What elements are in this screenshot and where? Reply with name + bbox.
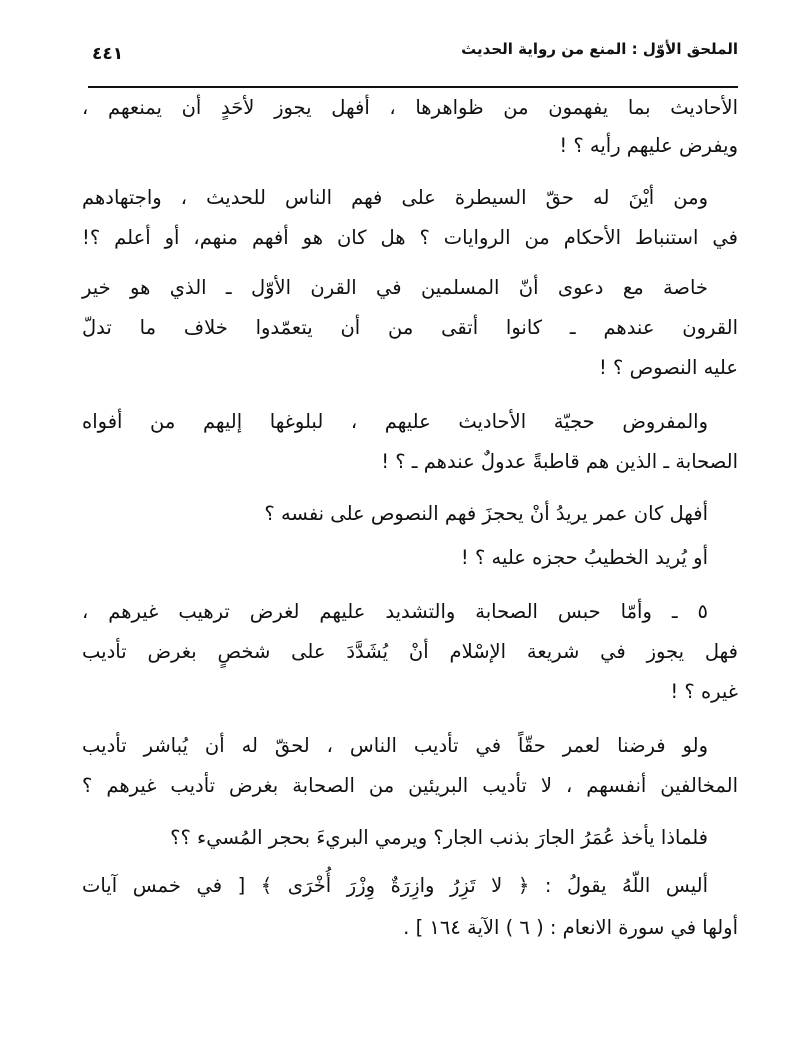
text-line: في استنباط الأحكام من الروايات ؟ هل كان هو أفهم منهم، أو أعلم ؟! xyxy=(82,226,738,249)
text-line: القرون عندهم ـ كانوا أتقى من أن يتعمّدوا خلاف ما تدلّ xyxy=(82,316,738,339)
text-line: أفهل كان عمر يريدُ أنْ يحجزَ فهم النصوص على نفسه ؟ xyxy=(264,502,708,525)
text-line: أو يُريد الخطيبُ حجزه عليه ؟ ! xyxy=(460,546,708,569)
text-line: والمفروض حجيّة الأحاديث عليهم ، لبلوغها إليهم من أفواه xyxy=(82,410,708,433)
text-line: أولها في سورة الانعام : ( ٦ ) الآية ١٦٤ ] . xyxy=(403,916,738,939)
text-line: ولو فرضنا لعمر حقّاً في تأديب الناس ، لحقّ له أن يُباشر تأديب xyxy=(82,734,708,757)
text-line: ومن أيْنَ له حقّ السيطرة على فهم الناس للحديث ، واجتهادهم xyxy=(82,186,708,209)
text-line: ٥ ـ وأمّا حبس الصحابة والتشديد عليهم لغرض ترهيب غيرهم ، xyxy=(82,600,708,623)
text-line: فهل يجوز في شريعة الإسْلام أنْ يُشَدَّدَ على شخصٍ بغرض تأديب xyxy=(82,640,738,663)
text-line: الصحابة ـ الذين هم قاطبةً عدولٌ عندهم ـ ؟ ! xyxy=(381,450,738,473)
text-line: خاصة مع دعوى أنّ المسلمين في القرن الأوّل ـ الذي هو خير xyxy=(82,276,708,299)
header-rule xyxy=(88,86,738,88)
text-line: ويفرض عليهم رأيه ؟ ! xyxy=(559,134,738,157)
text-line: عليه النصوص ؟ ! xyxy=(599,356,738,379)
text-line: غيره ؟ ! xyxy=(670,680,738,703)
running-title: الملحق الأوّل : المنع من رواية الحديث xyxy=(461,40,738,58)
page-header xyxy=(82,30,738,70)
text-line: أليس اللّهُ يقولُ : ﴿ لا تَزِرُ وازِرَةٌ وِزْرَ أُخْرَى ﴾ [ في خمس آيات xyxy=(82,874,708,897)
text-line: المخالفين أنفسهم ، لا تأديب البريئين من الصحابة بغرض تأديب غيرهم ؟ xyxy=(82,774,738,797)
text-line: فلماذا يأخذ عُمَرُ الجارَ بذنب الجار؟ ويرمي البريءَ بحجر المُسيء ؟؟ xyxy=(170,826,708,849)
page-number: ٤٤١ xyxy=(92,44,124,64)
text-line: الأحاديث بما يفهمون من ظواهرها ، أفهل يجوز لأحَدٍ أن يمنعهم ، xyxy=(82,96,738,119)
